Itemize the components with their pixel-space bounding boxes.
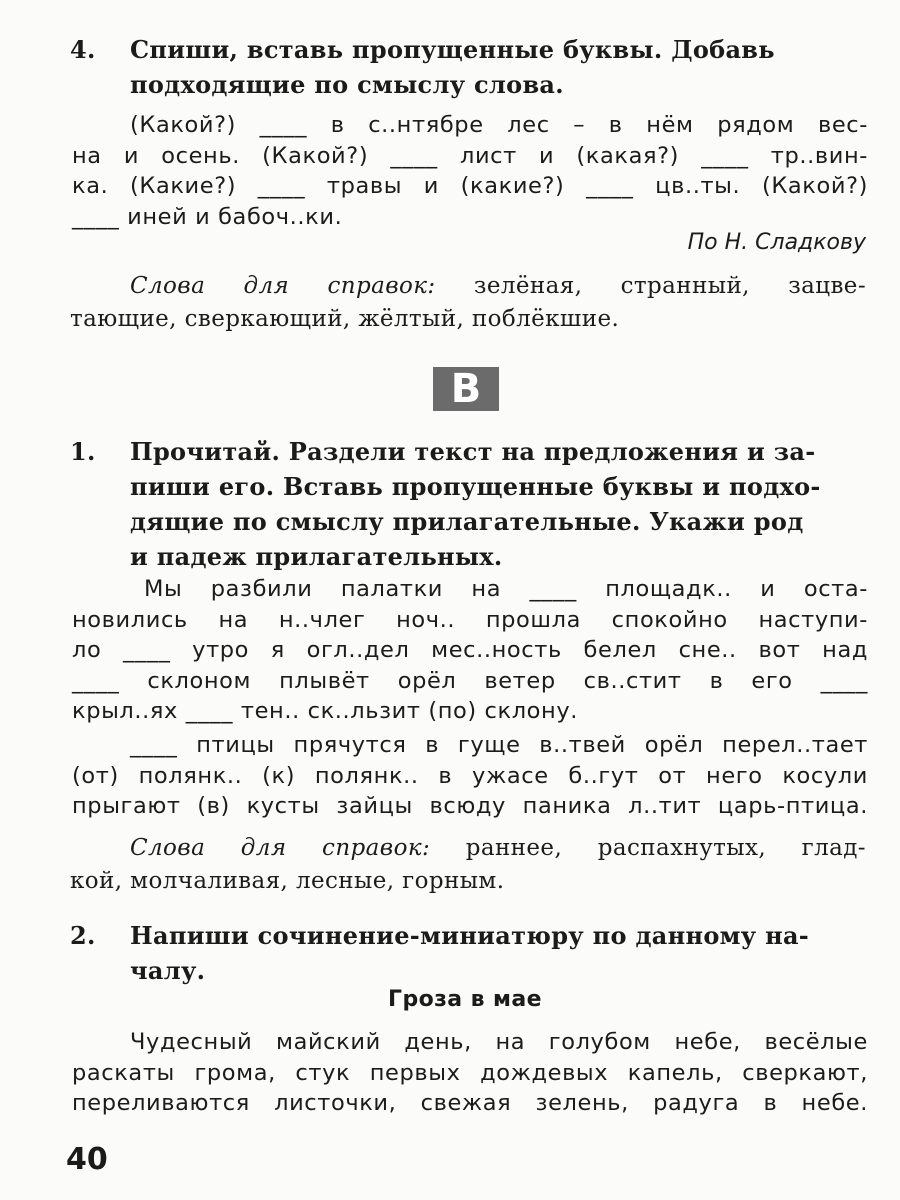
- text-line: крыл..ях ____ тен.. ск..льзит (по) склону.: [72, 698, 579, 724]
- text-line: (Какой?) ____ в с..нтябре лес – в нём рядом вес-: [130, 112, 868, 138]
- exercise-text: [72, 574, 868, 727]
- text-line: новились на н..члег ноч.. прошла спокойно наступи-: [72, 606, 868, 633]
- task-instruction: Спиши, вставь пропущенные буквы. Добавь подходящие по смыслу слова.: [130, 35, 775, 99]
- reference-words-text: раннее, распахнутых, глад-: [430, 835, 866, 861]
- exercise-text: [72, 730, 868, 822]
- exercise-text: [72, 110, 868, 232]
- task-1: [70, 434, 870, 574]
- text-line: раскаты грома, стук первых дождевых капель, сверкают,: [72, 1059, 868, 1086]
- reference-words-line: тающие, сверкающий, жёлтый, поблёкшие.: [70, 306, 620, 332]
- text-line: (от) полянк.. (к) полянк.. в ужасе б..гут от него косули: [72, 762, 868, 789]
- page-number: 40: [66, 1142, 108, 1177]
- text-line: ____ птицы прячутся в гуще в..твей орёл перел..тает: [130, 732, 868, 758]
- text-line: ло ____ утро я огл..дел мес..ность белел сне.. вот над: [72, 637, 868, 663]
- text-line: на и осень. (Какой?) ____ лист и (какая?) ____ тр..вин-: [72, 142, 868, 169]
- task-instruction: Напиши сочинение-миниатюру по данному на- чалу.: [130, 921, 810, 985]
- task-instruction: Прочитай. Раздели текст на предложения и за- пиши его. Вставь пропущенные буквы и подхо- дящие по смыслу прилагательные. Укажи род и падеж прилагательных.: [130, 437, 821, 571]
- text-line: прыгают (в) кусты зайцы всюду паника л..тит царь-птица.: [72, 793, 868, 819]
- reference-words: [70, 270, 866, 336]
- reference-label: Слова для справок:: [130, 273, 436, 299]
- task-number: 2.: [70, 921, 96, 950]
- text-heading: Гроза в мае: [388, 987, 542, 1012]
- attribution: По Н. Сладкову: [687, 230, 866, 255]
- task-2: [70, 918, 870, 988]
- text-line: ____ иней и бабоч..ки.: [72, 203, 343, 230]
- reference-label: Слова для справок:: [130, 835, 431, 861]
- text-line: Чудесный майский день, на голубом небе, весёлые: [130, 1029, 868, 1055]
- reference-words-text: зелёная, странный, зацве-: [435, 273, 866, 299]
- text-line: переливаются листочки, свежая зелень, радуга в небе.: [72, 1090, 868, 1116]
- text-line: ____ склоном плывёт орёл ветер св..стит в его ____: [72, 667, 868, 694]
- exercise-text: [72, 1027, 868, 1119]
- text-line: Мы разбили палатки на ____ площадк.. и оста-: [144, 576, 868, 602]
- task-number: 1.: [70, 437, 96, 466]
- reference-words-line: кой, молчаливая, лесные, горным.: [70, 868, 505, 894]
- task-number: 4.: [70, 35, 96, 64]
- task-4: [70, 32, 870, 102]
- section-badge: В: [433, 367, 499, 411]
- text-line: ка. (Какие?) ____ травы и (какие?) ____ цв..ты. (Какой?): [72, 173, 868, 199]
- reference-words: [70, 832, 866, 898]
